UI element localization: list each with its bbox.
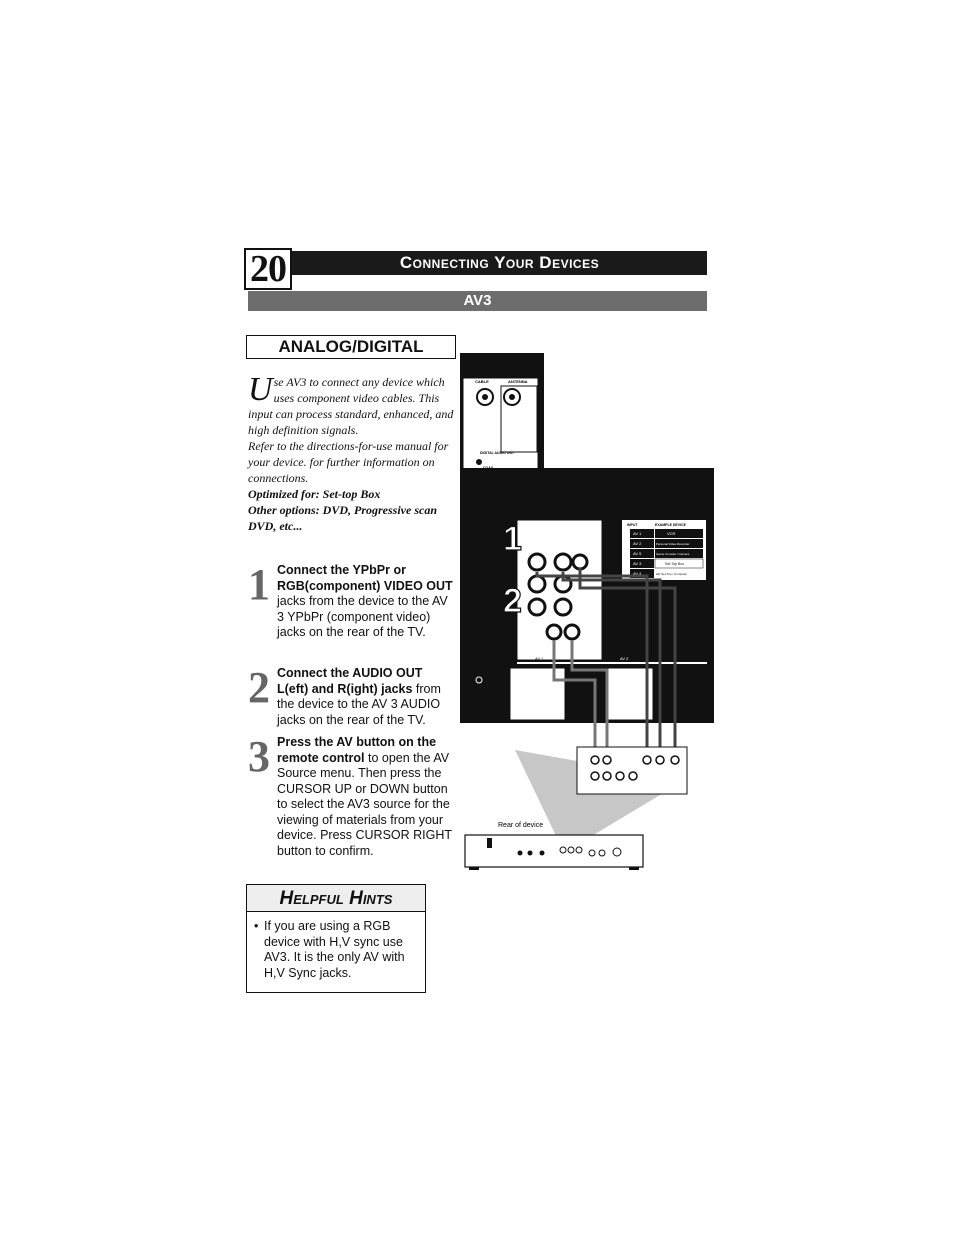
step-body: jacks from the device to the AV 3 YPbPr (component video) jacks on the rear of the TV. (277, 594, 448, 639)
table-row-input: AV 3 (633, 561, 642, 566)
table-row-device: HD Set-Top / Computer (656, 572, 688, 576)
table-row-device: Personal Video Recorder (656, 542, 690, 546)
callout-2: 2 (503, 582, 522, 620)
antenna-jack-pin (509, 394, 515, 400)
section-heading: ANALOG/DIGITAL (246, 335, 456, 359)
digital-audio-label: DIGITAL AUDIO OUT (480, 451, 515, 455)
step-number: 2 (248, 663, 270, 712)
device-foot (629, 867, 639, 870)
hints-title: Helpful Hints (246, 884, 426, 912)
optimized-for: Optimized for: Set-top Box (248, 487, 381, 501)
drop-cap: U (248, 371, 273, 408)
power-switch-icon (487, 838, 492, 848)
table-row-input: AV 2 (633, 541, 642, 546)
av1-jack-panel (510, 668, 565, 720)
step-number: 3 (248, 732, 270, 781)
table-row-input: AV 5 (633, 551, 642, 556)
page-number: 20 (244, 248, 292, 290)
table-row-device: VCR (667, 531, 676, 536)
callout-1: 1 (503, 520, 522, 558)
av2-label: AV 2 (620, 656, 629, 661)
step-bold: Press the AV button on the remote control (277, 735, 437, 765)
table-row-device: Game Console / Camera (656, 552, 690, 556)
device-jack-panel (577, 747, 687, 794)
hint-item: • If you are using a RGB device with H,V sync use AV3. It is the only AV with H,V Sync jacks. (264, 919, 419, 981)
intro-paragraph-2: Refer to the directions-for-use manual for your device. for further information on connections. (248, 439, 449, 485)
intro-paragraph-1: se AV3 to connect any device which uses component video cables. This input can process standard, enhanced, and high definition signals. (248, 375, 454, 437)
device-foot (469, 867, 479, 870)
step-bold: Connect the YPbPr or RGB(component) VIDEO OUT (277, 563, 453, 593)
av1-label: AV 1 (535, 656, 544, 661)
intro-text (248, 371, 454, 534)
step-3 (248, 732, 454, 859)
rear-of-device-label: Rear of device (498, 822, 544, 829)
panel-divider (517, 662, 707, 664)
step-number: 1 (248, 560, 270, 609)
other-options: Other options: DVD, Progressive scan DVD, etc... (248, 503, 438, 533)
table-row-input: AV 1 (633, 531, 642, 536)
table-row-device: Set-Top Box (665, 562, 685, 566)
indicator-dot (476, 459, 482, 465)
step-2 (248, 663, 454, 728)
connection-diagram (455, 350, 720, 875)
section-subtitle: AV3 (248, 291, 707, 311)
step-1 (248, 560, 454, 641)
page-title: Connecting Your Devices (292, 251, 707, 275)
table-rows (630, 529, 703, 578)
cable-label: CABLE (475, 379, 489, 384)
cable-jack-pin (482, 394, 488, 400)
step-bold: Connect the AUDIO OUT L(eft) and R(ight) jacks (277, 666, 423, 696)
table-row-input: AV 4 (633, 571, 642, 576)
step-body: from the device to the AV 3 AUDIO jacks on the rear of the TV. (277, 681, 441, 727)
hints-box (246, 911, 426, 993)
step-body: to open the AV Source menu. Then press the CURSOR UP or DOWN button to select the AV3 source for the viewing of materials from your device. Press CURSOR RIGHT button to confirm. (277, 750, 452, 858)
table-header-device: EXAMPLE DEVICE (655, 523, 686, 527)
antenna-label: ANTENNA (508, 379, 528, 384)
table-header-input: INPUT (627, 523, 638, 527)
